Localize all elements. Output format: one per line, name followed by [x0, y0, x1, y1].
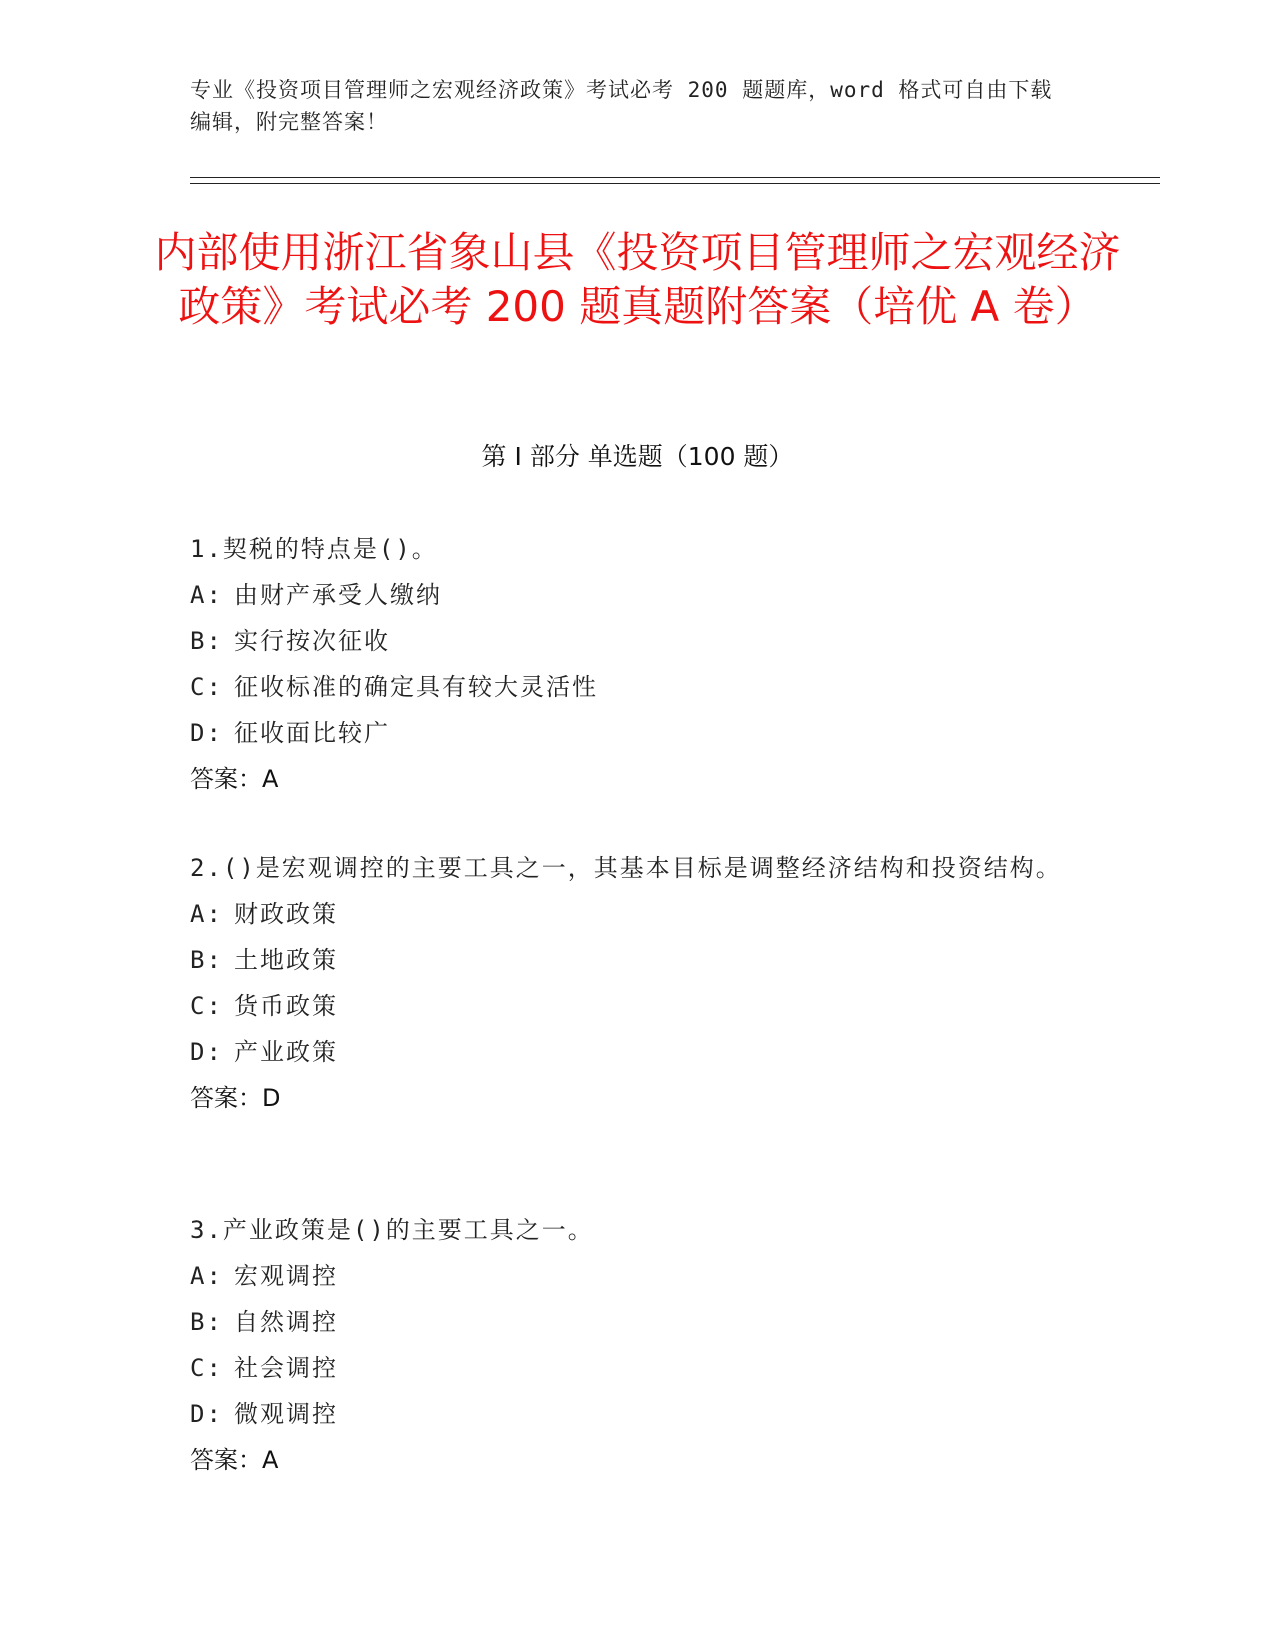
- answer-line: 答案：D: [190, 1084, 281, 1112]
- document-title: 内部使用浙江省象山县《投资项目管理师之宏观经济政策》考试必考 200 题真题附答案（培优 A 卷）: [154, 228, 1121, 331]
- option-key: D:: [190, 1400, 223, 1428]
- option-d: [190, 1391, 1070, 1437]
- option-a: [190, 891, 1070, 937]
- option-key: C:: [190, 992, 223, 1020]
- option-text: 微观调控: [234, 1400, 338, 1428]
- question-text: 2.()是宏观调控的主要工具之一，其基本目标是调整经济结构和投资结构。: [190, 854, 1062, 882]
- option-key: A:: [190, 1262, 223, 1290]
- option-d: [190, 1029, 1070, 1075]
- answer-line: 答案：A: [190, 765, 279, 793]
- option-text: 社会调控: [234, 1354, 338, 1382]
- option-b: [190, 937, 1070, 983]
- answer-line: 答案：A: [190, 1446, 279, 1474]
- option-c: [190, 983, 1070, 1029]
- option-b: [190, 1299, 1070, 1345]
- option-text: 征收面比较广: [234, 719, 390, 747]
- option-key: C:: [190, 673, 223, 701]
- option-key: B:: [190, 627, 223, 655]
- option-c: [190, 1345, 1070, 1391]
- question-text: 1.契税的特点是()。: [190, 535, 438, 563]
- option-key: A:: [190, 581, 223, 609]
- question-3: [190, 1208, 1070, 1483]
- option-key: A:: [190, 900, 223, 928]
- option-key: B:: [190, 946, 223, 974]
- option-key: D:: [190, 719, 223, 747]
- question-1: [190, 527, 1070, 802]
- option-text: 货币政策: [234, 992, 338, 1020]
- header-rule-top: [190, 177, 1160, 178]
- question-text: 3.产业政策是()的主要工具之一。: [190, 1216, 594, 1244]
- option-text: 征收标准的确定具有较大灵活性: [234, 673, 598, 701]
- option-key: B:: [190, 1308, 223, 1336]
- option-b: [190, 618, 1070, 664]
- question-2: [190, 846, 1070, 1121]
- option-text: 土地政策: [234, 946, 338, 974]
- option-key: C:: [190, 1354, 223, 1382]
- option-text: 产业政策: [234, 1038, 338, 1066]
- option-key: D:: [190, 1038, 223, 1066]
- header-rule-bottom: [190, 183, 1160, 184]
- option-a: [190, 1253, 1070, 1299]
- option-text: 由财产承受人缴纳: [234, 581, 442, 609]
- option-c: [190, 664, 1070, 710]
- option-d: [190, 710, 1070, 756]
- option-text: 自然调控: [234, 1308, 338, 1336]
- header-note: 专业《投资项目管理师之宏观经济政策》考试必考 200 题题库，word 格式可自由下载编辑，附完整答案！: [190, 78, 1053, 134]
- option-a: [190, 572, 1070, 618]
- section-title: 第 I 部分 单选题（100 题）: [481, 442, 794, 471]
- option-text: 宏观调控: [234, 1262, 338, 1290]
- option-text: 实行按次征收: [234, 627, 390, 655]
- option-text: 财政政策: [234, 900, 338, 928]
